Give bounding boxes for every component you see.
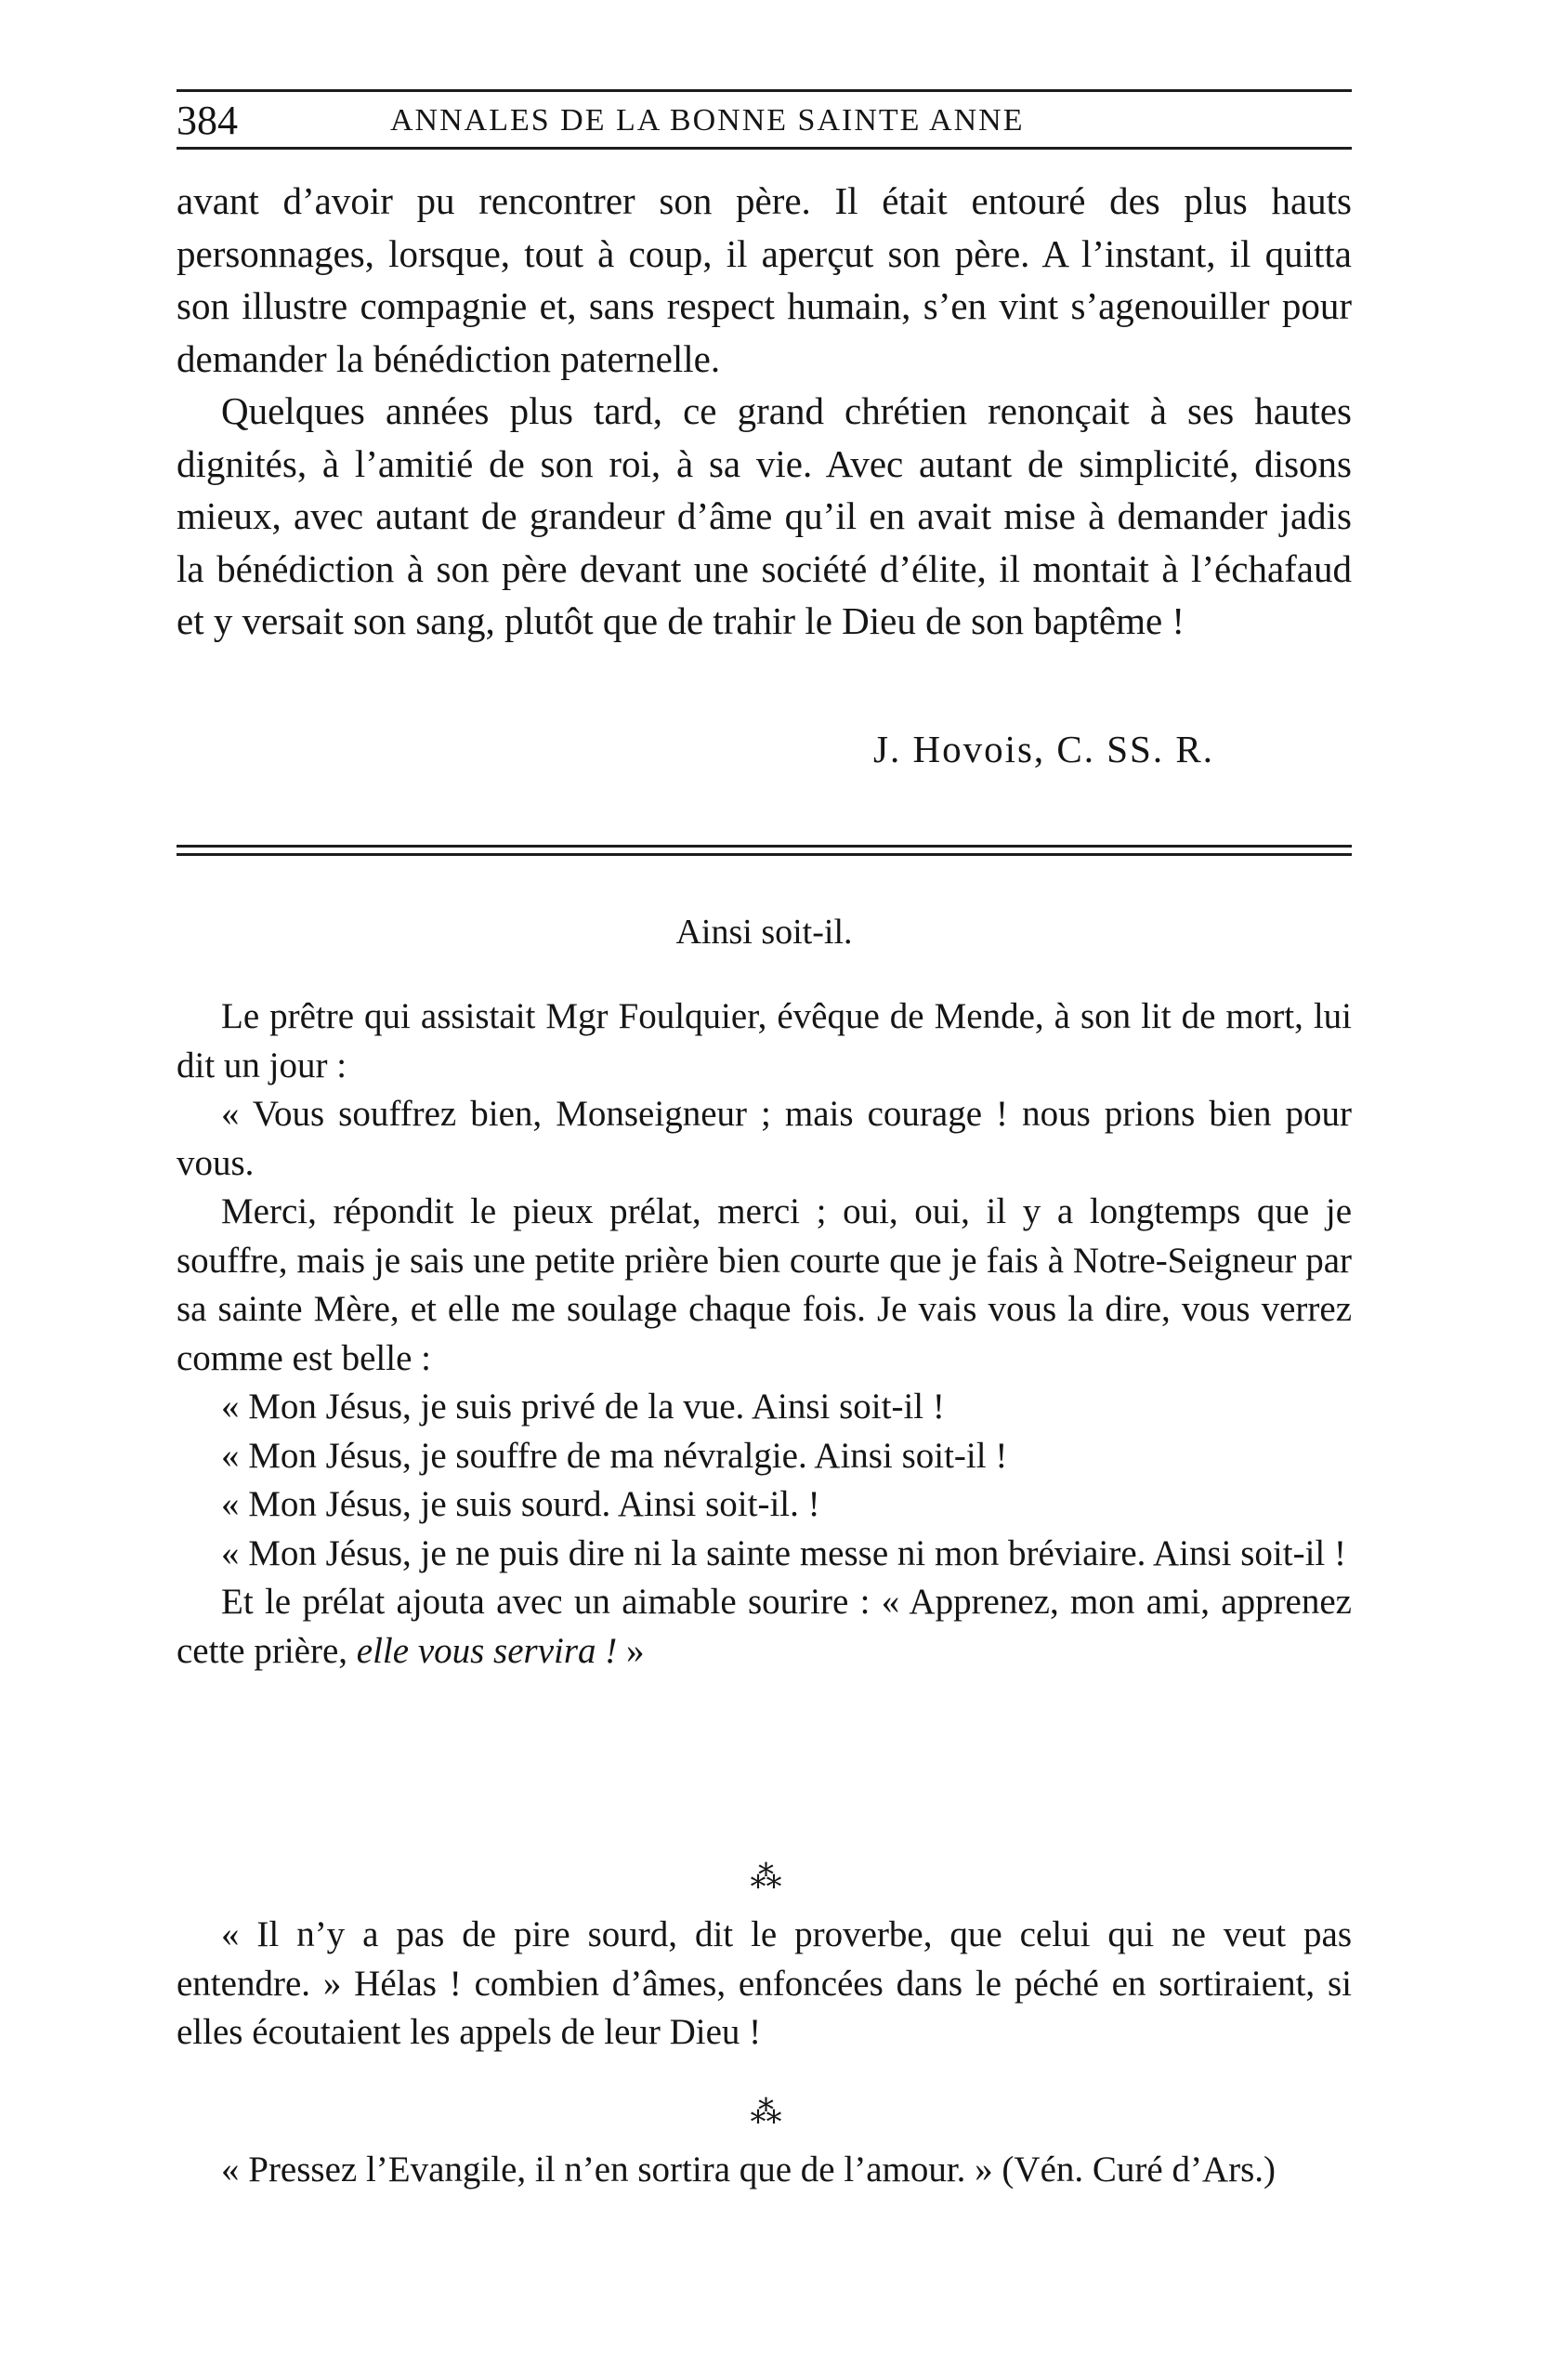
article-three <box>177 1911 1352 2058</box>
header-rule-top <box>177 89 1352 92</box>
prayer-line: « Mon Jésus, je souffre de ma névralgie. Ainsi soit-il ! <box>221 1435 1008 1476</box>
prayer-line: « Mon Jésus, je suis sourd. Ainsi soit-il. ! <box>221 1484 820 1524</box>
asterism-ornament-icon: ⁂ <box>750 1861 779 1895</box>
article-two-closing <box>177 1578 1352 1676</box>
prayer-line: « Mon Jésus, je ne puis dire ni la sainte messe ni mon bréviaire. Ainsi soit-il ! <box>221 1532 1346 1573</box>
running-title: ANNALES DE LA BONNE SAINTE ANNE <box>390 103 1025 138</box>
divider-line-top <box>177 845 1352 848</box>
article-three-text: « Il n’y a pas de pire sourd, dit le proverbe, que celui qui ne veut pas entendre. » Hélas ! combien d’âmes, enfoncées dans le péché en sortiraient, si elles écoutaient les appels de leur Dieu ! <box>177 1914 1352 2052</box>
asterism-ornament-icon: ⁂ <box>750 2096 779 2130</box>
article-one-paragraph-1: avant d’avoir pu rencontrer son père. Il était entouré des plus hauts personnages, lorsque, tout à coup, il aperçut son père. A l’instant, il quitta son illustre compagnie et, sans respect humain, s’en vint s’agenouiller pour demander la bénédiction paternelle. <box>177 179 1352 380</box>
article-four <box>177 2146 1352 2195</box>
article-four-text: « Pressez l’Evangile, il n’en sortira que de l’amour. » (Vén. Curé d’Ars.) <box>221 2150 1276 2189</box>
article-one-signature: J. Hovois, C. SS. R. <box>873 728 1214 770</box>
book-page <box>177 89 1352 2189</box>
divider-line-bottom <box>177 853 1352 856</box>
page-header <box>177 89 1352 149</box>
prayer-line: « Mon Jésus, je suis privé de la vue. Ainsi soit-il ! <box>221 1387 945 1427</box>
closing-end: » <box>617 1630 645 1671</box>
article-two-priest-quote: « Vous souffrez bien, Monseigneur ; mais courage ! nous prions bien pour vous. <box>177 1094 1352 1183</box>
article-two-title: Ainsi soit-il. <box>675 913 853 952</box>
page-number: 384 <box>177 98 238 143</box>
header-rule-bottom <box>177 147 1352 150</box>
article-two-bishop-reply: Merci, répondit le pieux prélat, merci ; oui, oui, il y a longtemps que je souffre, mais je sais une petite prière bien courte que je fais à Notre-Seigneur par sa sainte Mère, et elle me soulage chaque fois. Je vais vous la dire, vous verrez comme est belle : <box>177 1191 1352 1378</box>
article-one <box>177 175 1352 648</box>
article-one-paragraph-2: Quelques années plus tard, ce grand chrétien renonçait à ses hautes dignités, à l’amitié de son roi, à sa vie. Avec autant de simplicité, disons mieux, avec autant de grandeur d’âme qu’il en avait mise à demander jadis la bénédiction à son père devant une société d’élite, il montait à l’échafaud et y versait son sang, plutôt que de trahir le Dieu de son baptême ! <box>177 389 1352 642</box>
article-two <box>177 993 1352 1676</box>
closing-italic: elle vous servira ! <box>356 1630 618 1671</box>
section-divider <box>177 845 1352 858</box>
article-two-intro: Le prêtre qui assistait Mgr Foulquier, évêque de Mende, à son lit de mort, lui dit un jour : <box>177 996 1352 1085</box>
closing-start: Et le prélat ajouta avec un aimable sourire : « Apprenez, mon ami, apprenez cette prière, <box>177 1582 1352 1671</box>
